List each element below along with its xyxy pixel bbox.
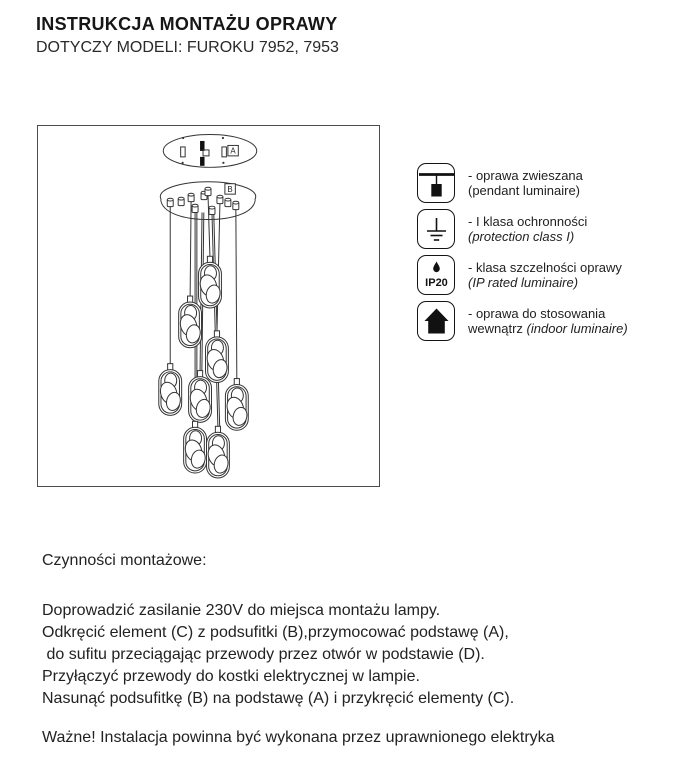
ip-rating-icon [417, 255, 455, 295]
mounting-plate [163, 135, 256, 168]
plate-label-a [228, 145, 238, 155]
legend-row [417, 255, 687, 295]
legend-line-pl: - klasa szczelności oprawy [468, 259, 622, 275]
instruction-warning: Ważne! Instalacja powinna być wykonana przez uprawnionego elektryka [42, 729, 555, 746]
legend-line-en: (pendant luminaire) [468, 183, 581, 198]
page-subtitle: DOTYCZY MODELI: FUROKU 7952, 7953 [36, 39, 339, 56]
legend-row [417, 163, 687, 203]
pendant-lamp [205, 331, 229, 383]
instruction-step: do sufitu przeciągając przewody przez otwór w podstawie (D). [42, 646, 485, 663]
instructions-heading: Czynności montażowe: [42, 552, 207, 569]
legend-line-pl: - oprawa do stosowania [468, 305, 606, 321]
svg-text:A: A [230, 146, 236, 156]
legend-line-pl: - I klasa ochronności [468, 213, 588, 229]
legend-line-pl: - oprawa zwieszana [468, 167, 583, 183]
legend-line-en: (protection class I) [468, 229, 575, 244]
protection-class-icon [417, 209, 455, 249]
svg-text:B: B [227, 185, 233, 195]
page-title: INSTRUKCJA MONTAŻU OPRAWY [36, 14, 338, 34]
instruction-step: Doprowadzić zasilanie 230V do miejsca montażu lampy. [42, 602, 441, 619]
assembly-diagram [37, 125, 380, 487]
instruction-step: Przyłączyć przewody do kostki elektrycznej w lampie. [42, 668, 420, 685]
droplet-icon [433, 261, 440, 272]
pendant-luminaire-icon [417, 163, 455, 203]
pendant-lamp [183, 421, 207, 473]
canopy-label-b [225, 184, 235, 194]
legend-line-en: (IP rated luminaire) [468, 275, 579, 290]
legend-line-en: wewnątrz (indoor luminaire) [468, 321, 628, 336]
instruction-steps [42, 600, 514, 710]
pendant-lamp [178, 296, 202, 348]
house-icon [424, 308, 448, 333]
legend-row [417, 301, 687, 341]
legend-row [417, 209, 687, 249]
indoor-luminaire-icon [417, 301, 455, 341]
instruction-step: Nasunąć podsufitkę (B) na podstawę (A) i przykręcić elementy (C). [42, 690, 515, 707]
legend [417, 163, 687, 347]
ip-rating-label: IP20 [424, 276, 448, 289]
pendant-lamp [158, 364, 182, 416]
pendant-lamp [206, 426, 230, 478]
instruction-step: Odkręcić element (C) z podsufitki (B),przymocować podstawę (A), [42, 624, 509, 641]
pendant-lamp [224, 379, 248, 431]
pendant-lamps [158, 256, 249, 478]
